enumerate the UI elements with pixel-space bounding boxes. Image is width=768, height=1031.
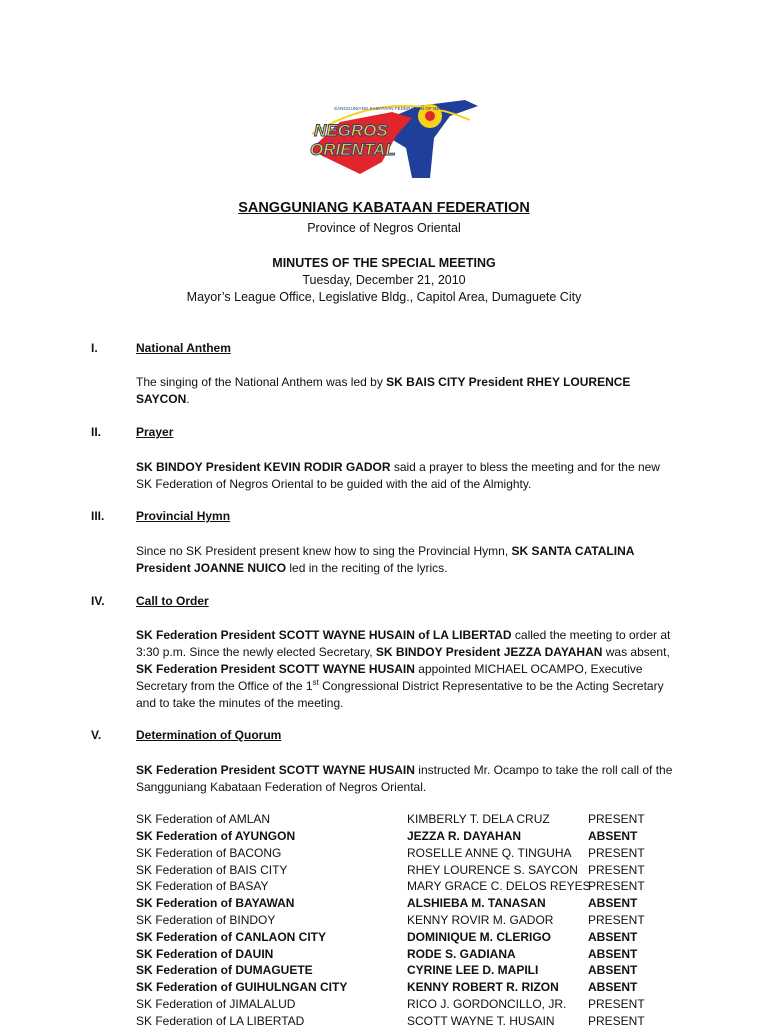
roll-call-row: SK Federation of AMLAN KIMBERLY T. DELA CRUZ PRESENT [136, 812, 645, 826]
section-paragraph: SK Federation President SCOTT WAYNE HUSAIN of LA LIBERTAD called the meeting to order at 3:30 p.m. Since the newly elected Secretary, SK BINDOY President JEZZA DAYAHAN was absent, SK Federation President SCOTT WAYNE HUSAIN appointed MICHAEL OCAMPO, Executive Secretary from the Office of the 1st Congressional District Representative to be the Acting Secretary and to take the minutes of the meeting. [136, 628, 671, 710]
roll-call-row: SK Federation of CANLAON CITY DOMINIQUE M. CLERIGO ABSENT [136, 930, 638, 944]
section-paragraph: The singing of the National Anthem was led by SK BAIS CITY President RHEY LOURENCE SAYCON. [136, 375, 631, 406]
section-heading-determination-of-quorum: Determination of Quorum [136, 728, 282, 742]
province-subtitle: Province of Negros Oriental [307, 221, 461, 235]
section-heading-national-anthem: National Anthem [136, 341, 231, 355]
roll-call-row: SK Federation of AYUNGON JEZZA R. DAYAHAN ABSENT [136, 829, 638, 843]
section-number: II. [91, 425, 102, 439]
section-heading-call-to-order: Call to Order [136, 594, 209, 608]
section-heading-prayer: Prayer [136, 425, 174, 439]
logo-word-oriental: ORIENTAL [310, 140, 396, 159]
roll-call-row: SK Federation of BAYAWAN ALSHIEBA M. TANASAN ABSENT [136, 896, 638, 910]
roll-call-row: SK Federation of BACONG ROSELLE ANNE Q. TINGUHA PRESENT [136, 846, 645, 860]
section-number: V. [91, 728, 102, 742]
meeting-date: Tuesday, December 21, 2010 [302, 273, 466, 287]
section-number: III. [91, 509, 105, 523]
logo-arc-text: SANGGUNIANG KABATAAN FEDERATION OF NEGROS [334, 106, 453, 111]
section-paragraph: SK Federation President SCOTT WAYNE HUSAIN instructed Mr. Ocampo to take the roll call of the Sangguniang Kabataan Federation of Negros Oriental. [136, 763, 673, 794]
roll-call-row: SK Federation of BAIS CITY RHEY LOURENCE S. SAYCON PRESENT [136, 863, 645, 877]
roll-call-row: SK Federation of BASAY MARY GRACE C. DELOS REYES PRESENT [136, 879, 645, 893]
section-number: I. [91, 341, 98, 355]
roll-call-row: SK Federation of BINDOY KENNY ROVIR M. GADOR PRESENT [136, 913, 645, 927]
minutes-title: MINUTES OF THE SPECIAL MEETING [272, 256, 496, 270]
section-paragraph: Since no SK President present knew how to sing the Provincial Hymn, SK SANTA CATALINA President JOANNE NUICO led in the reciting of the lyrics. [136, 544, 634, 575]
section-paragraph: SK BINDOY President KEVIN RODIR GADOR said a prayer to bless the meeting and for the new SK Federation of Negros Oriental to be guided with the aid of the Almighty. [136, 460, 660, 491]
meeting-venue: Mayor’s League Office, Legislative Bldg., Capitol Area, Dumaguete City [186, 290, 582, 304]
negros-oriental-logo [300, 92, 485, 184]
roll-call-row: SK Federation of JIMALALUD RICO J. GORDONCILLO, JR. PRESENT [136, 997, 645, 1011]
federation-title: SANGGUNIANG KABATAAN FEDERATION [238, 200, 530, 216]
roll-call-row: SK Federation of GUIHULNGAN CITY KENNY ROBERT R. RIZON ABSENT [136, 980, 638, 994]
roll-call-row: SK Federation of DAUIN RODE S. GADIANA ABSENT [136, 947, 638, 961]
roll-call-row: SK Federation of DUMAGUETE CYRINE LEE D. MAPILI ABSENT [136, 963, 638, 977]
logo-word-negros: NEGROS [314, 121, 388, 140]
section-heading-provincial-hymn: Provincial Hymn [136, 509, 231, 523]
roll-call-row: SK Federation of LA LIBERTAD SCOTT WAYNE T. HUSAIN PRESENT [136, 1014, 645, 1028]
section-number: IV. [91, 594, 105, 608]
